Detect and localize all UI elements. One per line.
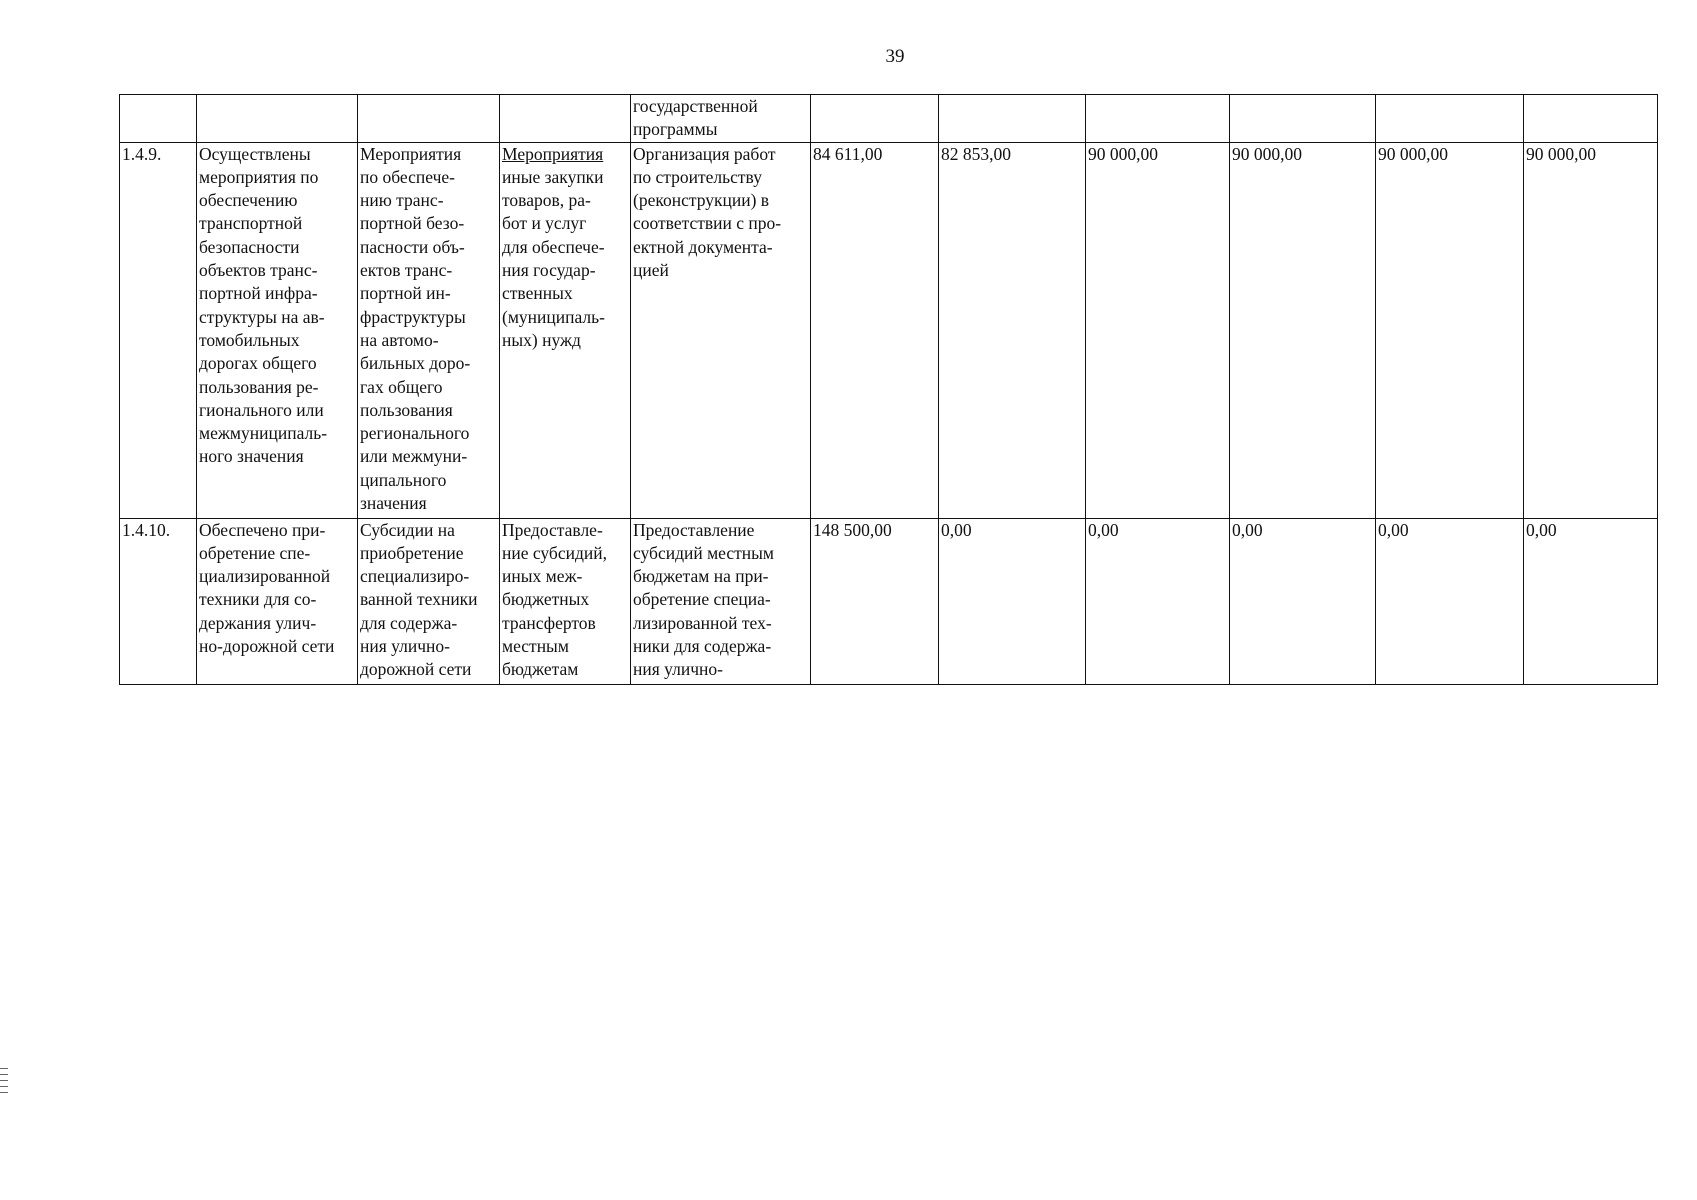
table-cell: [939, 95, 1086, 143]
scan-mark: [0, 1086, 8, 1087]
value-cell: 0,00: [1086, 518, 1230, 684]
type-cell: [500, 142, 631, 518]
event-cell: Субсидии на приобретение специализиро- ванной техники для содержа- ния улично- дорожной сети: [358, 518, 500, 684]
row-number: 1.4.9.: [120, 142, 197, 518]
table-cell: государственной программы: [631, 95, 811, 143]
value-cell: 90 000,00: [1376, 142, 1524, 518]
type-text: иные закупки товаров, ра- бот и услуг для обеспече- ния государ- ственных (муниципаль- ных) нужд: [502, 166, 605, 350]
table-cell: [1086, 95, 1230, 143]
value-cell: 84 611,00: [811, 142, 939, 518]
table-cell: [500, 95, 631, 143]
table-cell: [358, 95, 500, 143]
value-cell: 0,00: [1230, 518, 1376, 684]
characteristic-cell: Предоставление субсидий местным бюджетам на при- обретение специа- лизированной тех- ники для содержа- ния улично-: [631, 518, 811, 684]
table-cell: [1230, 95, 1376, 143]
page-number: 39: [885, 46, 905, 67]
scan-mark: [0, 1074, 8, 1075]
value-cell: 90 000,00: [1230, 142, 1376, 518]
continuation-row: [120, 95, 1658, 143]
result-cell: Обеспечено при- обретение спе- циализированной техники для со- держания улич- но-дорожной сети: [197, 518, 358, 684]
value-cell: 82 853,00: [939, 142, 1086, 518]
result-cell: Осуществлены мероприятия по обеспечению транспортной безопасности объектов транс- портной инфра- структуры на ав- томобильных дорогах общего пользования ре- гионального или межмуниципаль- ного значения: [197, 142, 358, 518]
row-number: 1.4.10.: [120, 518, 197, 684]
table-cell: [1524, 95, 1658, 143]
scan-mark: [0, 1092, 8, 1093]
table-cell: [120, 95, 197, 143]
table-row: [120, 142, 1658, 518]
type-heading: Мероприятия: [502, 143, 604, 164]
value-cell: 90 000,00: [1086, 142, 1230, 518]
characteristic-cell: Организация работ по строительству (реконструкции) в соответствии с про- ектной документа- цией: [631, 142, 811, 518]
value-cell: 0,00: [1524, 518, 1658, 684]
value-cell: 90 000,00: [1524, 142, 1658, 518]
type-cell: Предоставле- ние субсидий, иных меж- бюджетных трансфертов местным бюджетам: [500, 518, 631, 684]
value-cell: 0,00: [939, 518, 1086, 684]
scan-mark: [0, 1080, 8, 1081]
table-row: [120, 518, 1658, 684]
event-cell: Мероприятия по обеспече- нию транс- портной безо- пасности объ- ектов транс- портной ин- фраструктуры на автомо- бильных доро- гах общего пользования регионального или межмуни- ципального значения: [358, 142, 500, 518]
scan-mark: [0, 1068, 8, 1069]
table-cell: [811, 95, 939, 143]
value-cell: 0,00: [1376, 518, 1524, 684]
table-cell: [1376, 95, 1524, 143]
table-cell: [197, 95, 358, 143]
value-cell: 148 500,00: [811, 518, 939, 684]
budget-table: [119, 94, 1658, 685]
